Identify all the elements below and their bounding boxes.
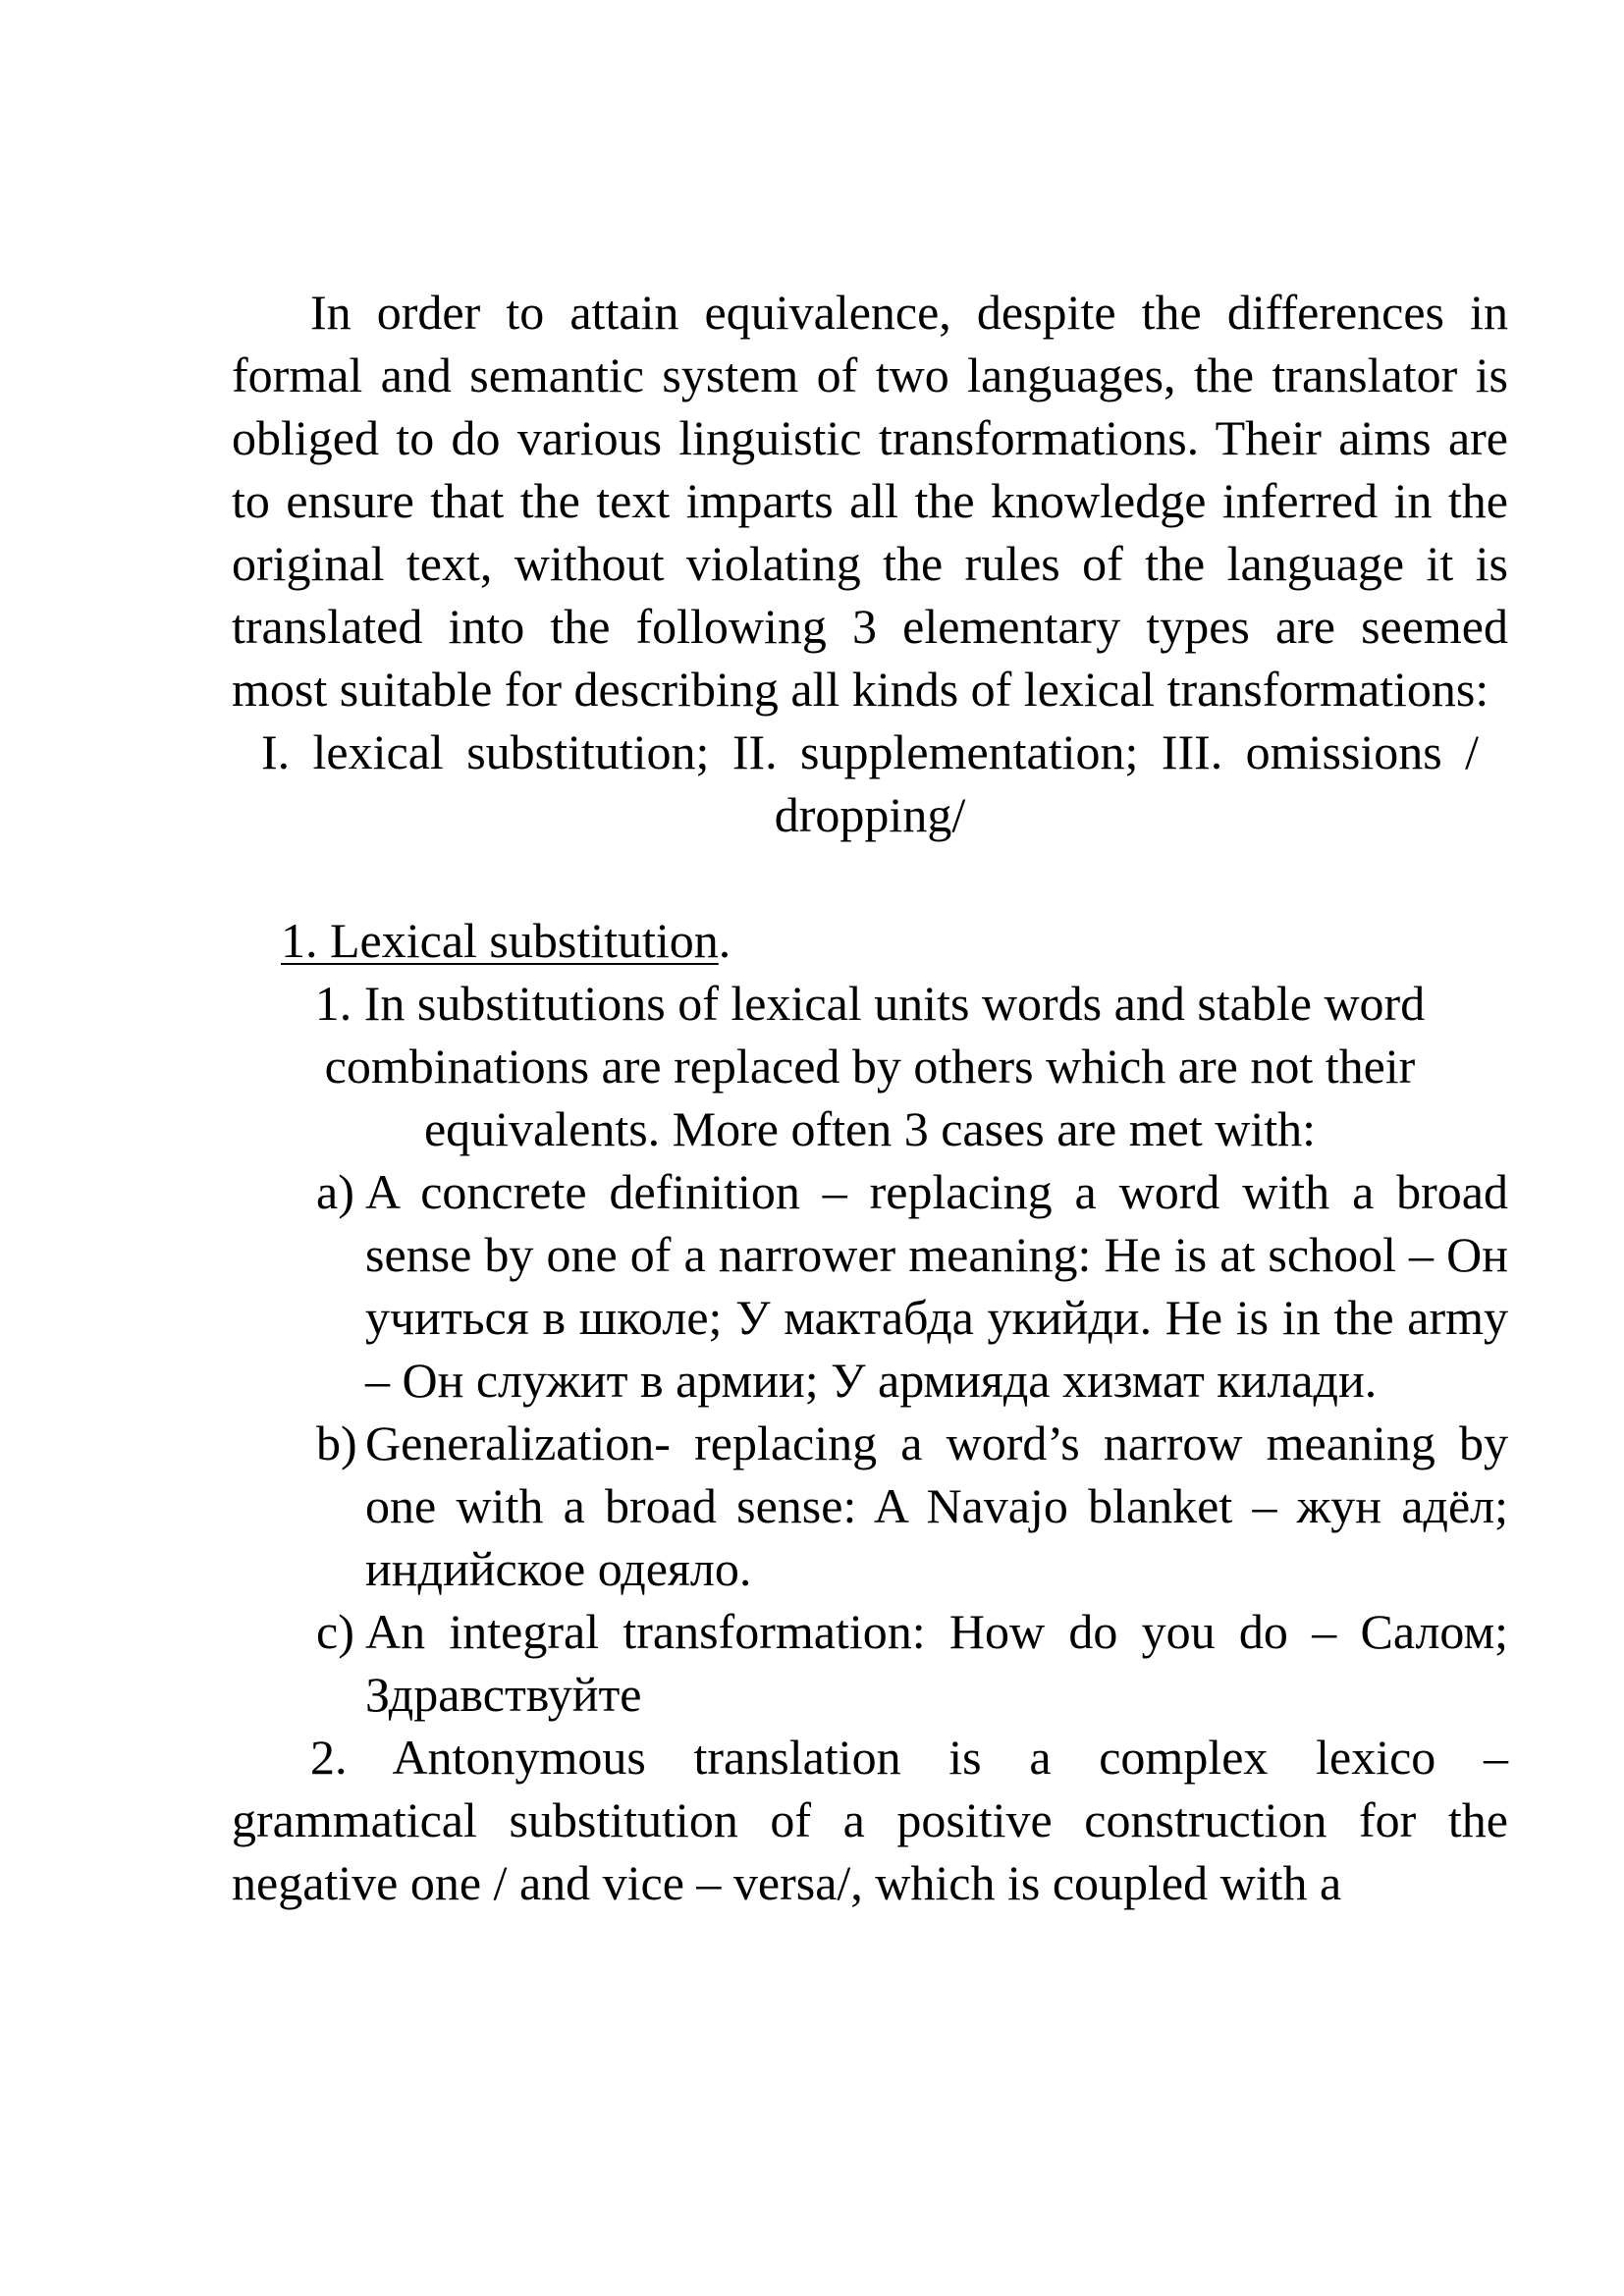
list-marker: c) <box>316 1604 354 1659</box>
list-item <box>316 1160 1508 1412</box>
list-marker: b) <box>316 1415 357 1470</box>
list-item-text: An integral transformation: How do you do – Салом; Здравствуйте <box>365 1604 1508 1722</box>
list-item-text: A concrete definition – replacing a word with a broad sense by one of a narrower meaning: He is at school – Он учиться в школе; У мактабда укийди. He is in the army – Он служит в армии; У армияда хизмат килади. <box>365 1164 1508 1408</box>
antonymous-paragraph: 2. Antonymous translation is a complex lexico – grammatical substitution of a positive construction for the negative one / and vice – versa/, which is coupled with a <box>232 1730 1508 1910</box>
blank-line <box>232 846 1508 909</box>
list-marker: a) <box>316 1164 354 1219</box>
substitution-paragraph: 1. In substitutions of lexical units words and stable word combinations are replaced by others which are not their equivalents. More often 3 cases are met with: <box>314 976 1426 1156</box>
list-item <box>316 1412 1508 1600</box>
list-item-text: Generalization- replacing a word’s narrow meaning by one with a broad sense: A Navajo blanket – жун адёл; индийское одеяло. <box>365 1415 1508 1596</box>
substitution-cases-list <box>232 1160 1508 1726</box>
section-heading-period: . <box>718 913 731 968</box>
document-body <box>232 281 1508 1914</box>
section-heading <box>232 909 1508 972</box>
intro-paragraph: In order to attain equivalence, despite the differences in formal and semantic system of two languages, the translator is obliged to do various linguistic transformations. Their aims are to ensure that the text imparts all the knowledge inferred in the original text, without violating the rules of the language it is translated into the following 3 elementary types are seemed most suitable for describing all kinds of lexical transformations: <box>232 285 1508 717</box>
list-item <box>316 1600 1508 1726</box>
transformation-types-line: I. lexical substitution; II. supplementation; III. omissions / dropping/ <box>261 724 1479 842</box>
section-heading-text: 1. Lexical substitution <box>281 913 719 968</box>
